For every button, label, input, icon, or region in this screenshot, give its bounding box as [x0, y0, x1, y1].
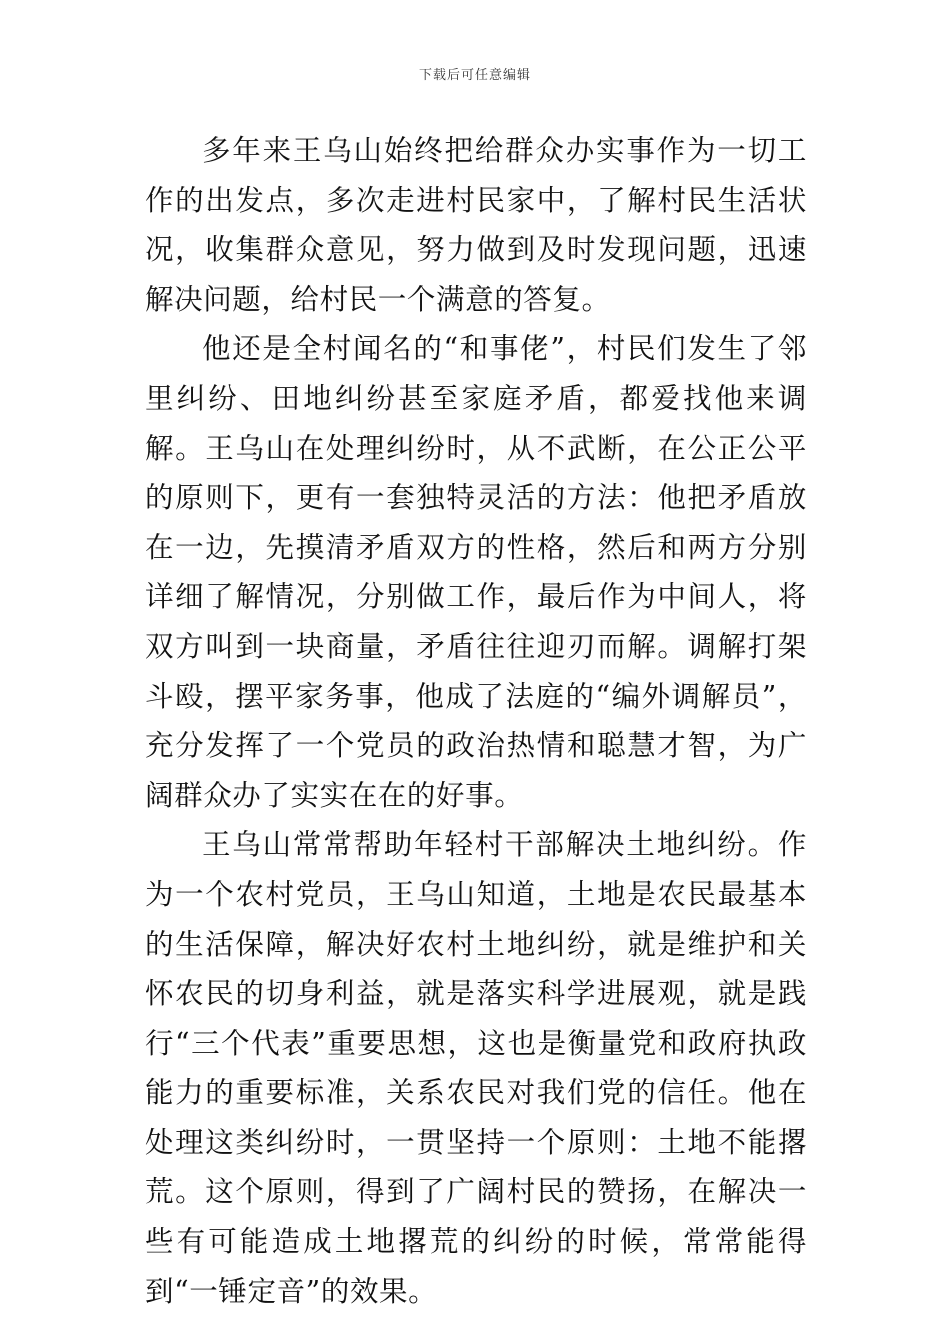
paragraph-1: 多年来王乌山始终把给群众办实事作为一切工作的出发点，多次走进村民家中，了解村民生活状况，收集群众意见，努力做到及时发现问题，迅速解决问题，给村民一个满意的答复。: [145, 134, 807, 316]
header-note: 下载后可任意编辑: [418, 68, 531, 83]
document-body: [145, 126, 807, 1316]
paragraph-2: 他还是全村闻名的“和事佬”，村民们发生了邻里纠纷、田地纠纷甚至家庭矛盾，都爱找他来调解。王乌山在处理纠纷时，从不武断，在公正公平的原则下，更有一套独特灵活的方法：他把矛盾放在一边，先摸清矛盾双方的性格，然后和两方分别详细了解情况，分别做工作，最后作为中间人，将双方叫到一块商量，矛盾往往迎刃而解。调解打架斗殴，摆平家务事，他成了法庭的“编外调解员”，充分发挥了一个党员的政治热情和聪慧才智，为广阔群众办了实实在在的好事。: [145, 332, 807, 812]
paragraph-3: 王乌山常常帮助年轻村干部解决土地纠纷。作为一个农村党员，王乌山知道，土地是农民最基本的生活保障，解决好农村土地纠纷，就是维护和关怀农民的切身利益，就是落实科学进展观，就是践行“三个代表”重要思想，这也是衡量党和政府执政能力的重要标准，关系农民对我们党的信任。他在处理这类纠纷时，一贯坚持一个原则：土地不能撂荒。这个原则，得到了广阔村民的赞扬，在解决一些有可能造成土地撂荒的纠纷的时候，常常能得到“一锤定音”的效果。: [145, 828, 807, 1308]
